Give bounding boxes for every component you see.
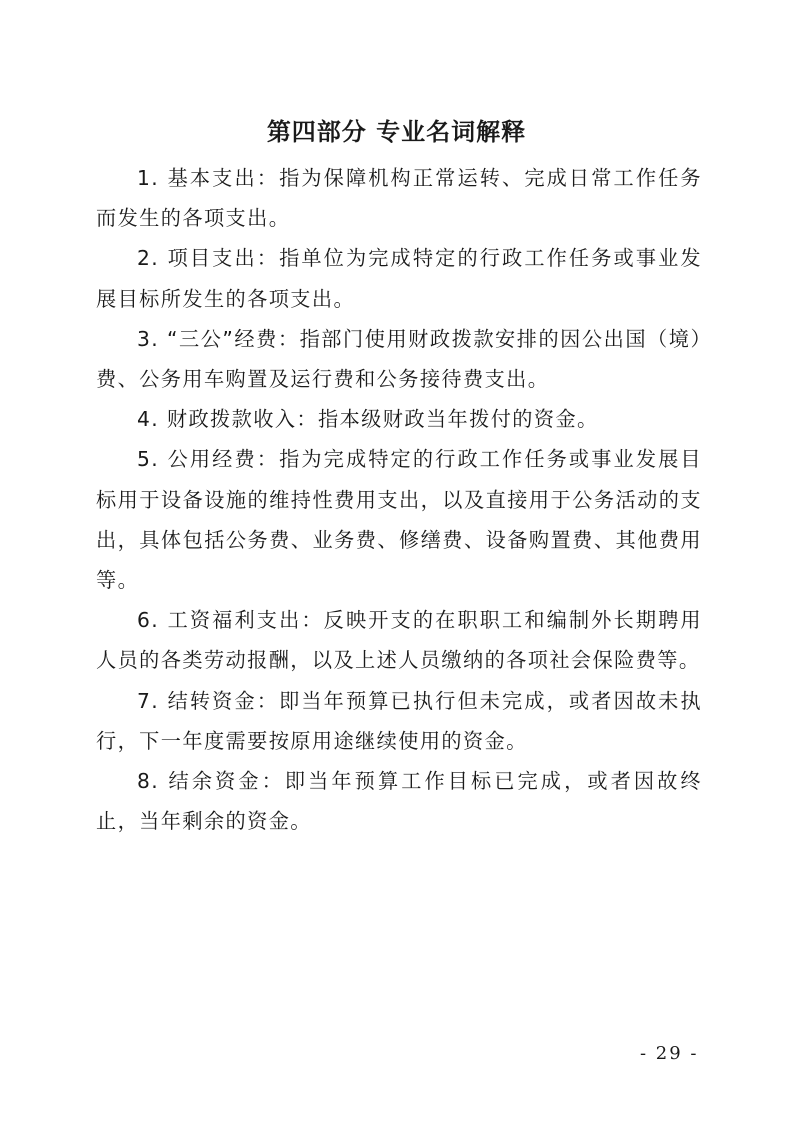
- definitions-list: [96, 158, 702, 841]
- definition-4: [96, 399, 702, 439]
- definition-6: [96, 600, 702, 680]
- definition-1: [96, 158, 702, 238]
- definition-term: 3. “三公”经费：: [137, 326, 300, 351]
- definition-term: 2. 项目支出：: [137, 246, 280, 271]
- definition-8: [96, 761, 702, 841]
- definition-text: 指为保障机构正常运转、完成日常工作任务而发生的各项支出。: [96, 166, 702, 231]
- definition-text: 指本级财政当年拨付的资金。: [318, 407, 599, 432]
- definition-text: 指部门使用财政拨款安排的因公出国（境）费、公务用车购置及运行费和公务接待费支出。: [96, 326, 702, 392]
- definition-term: 5. 公用经费：: [137, 447, 280, 472]
- definition-text: 即当年预算已执行但未完成，或者因故未执行，下一年度需要按原用途继续使用的资金。: [96, 688, 702, 753]
- definition-text: 即当年预算工作目标已完成，或者因故终止，当年剩余的资金。: [96, 769, 702, 834]
- definition-term: 7. 结转资金：: [137, 688, 280, 713]
- definition-term: 1. 基本支出：: [137, 166, 280, 190]
- definition-text: 反映开支的在职职工和编制外长期聘用人员的各类劳动报酬，以及上述人员缴纳的各项社会保险费等。: [96, 608, 702, 673]
- definition-5: [96, 439, 702, 600]
- definition-text: 指为完成特定的行政工作任务或事业发展目标用于设备设施的维持性费用支出，以及直接用于公务活动的支出，具体包括公务费、业务费、修缮费、设备购置费、其他费用等。: [96, 447, 702, 593]
- definition-3: [96, 319, 702, 399]
- definition-2: [96, 238, 702, 318]
- page-number: - 29 -: [640, 1043, 699, 1064]
- definition-text: 指单位为完成特定的行政工作任务或事业发展目标所发生的各项支出。: [96, 246, 702, 311]
- definition-7: [96, 681, 702, 761]
- definition-term: 4. 财政拨款收入：: [137, 407, 318, 432]
- definition-term: 8. 结余资金：: [137, 769, 285, 794]
- page-title: 第四部分 专业名词解释: [266, 117, 527, 146]
- definition-term: 6. 工资福利支出：: [137, 608, 324, 633]
